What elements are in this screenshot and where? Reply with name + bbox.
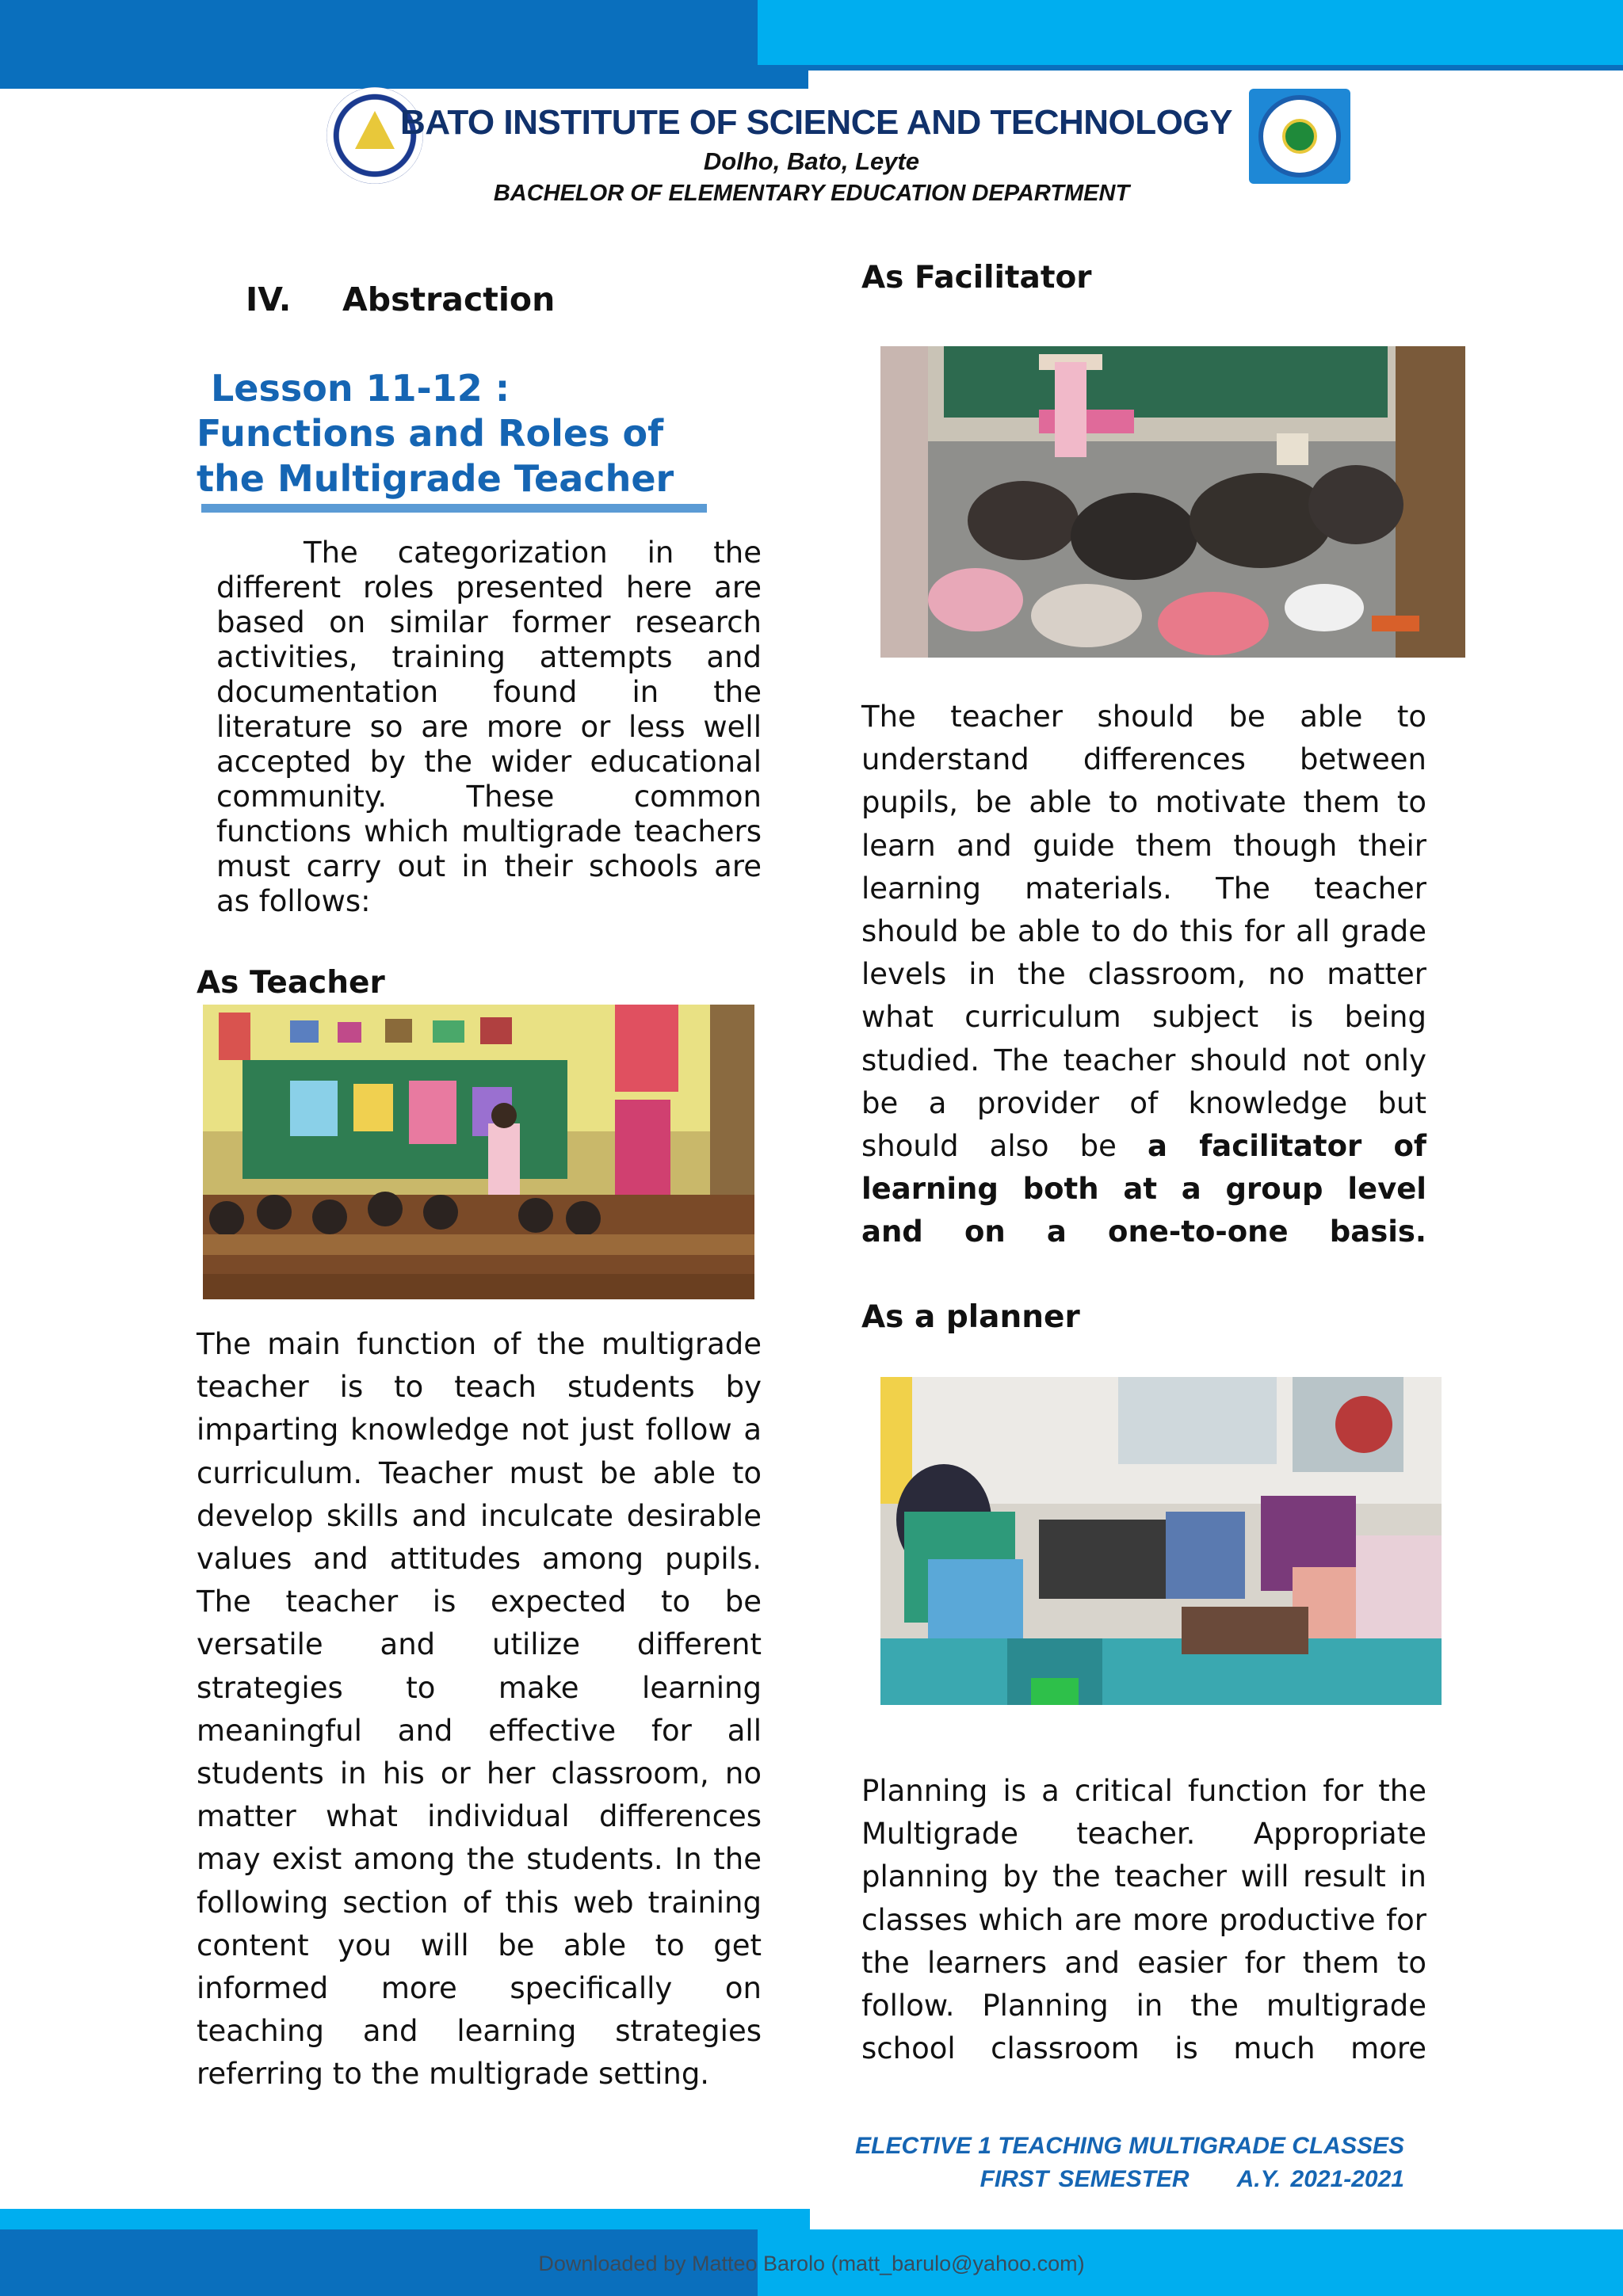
intro-paragraph [216, 536, 762, 919]
school-department: BACHELOR OF ELEMENTARY EDUCATION DEPARTMENT [493, 181, 1130, 206]
section-number: IV. [246, 280, 292, 318]
lesson-title [197, 366, 751, 502]
heading-as-teacher: As Teacher [197, 965, 385, 1001]
classroom-photo-teacher [203, 1005, 754, 1299]
facilitator-body-text: The teacher should be able to understand differences between pupils, be able to motivate them to learn and guide them though their learning materials. The teacher should be able to do this for all grade levels in the classroom, no matter what curriculum subject is being studied. The teacher should not only be a provider of knowledge but should also be [861, 700, 1426, 1164]
school-name: BATO INSTITUTE OF SCIENCE AND TECHNOLOGY [400, 103, 1232, 142]
header-band-line [758, 65, 1623, 71]
intro-text: The categorization in the different roles presented here are based on similar former research activities, training attempts and documentation found in the literature so are more or less well accepted by the wider educational community. These common functions which multigrade teachers must carry out in their schools are as follows: [216, 536, 762, 918]
school-address: Dolho, Bato, Leyte [703, 147, 920, 175]
lesson-title-line: Lesson 11-12 : [211, 367, 510, 410]
section-title: Abstraction [342, 280, 556, 318]
footer-semester-line [792, 2166, 1404, 2193]
classroom-photo-planner [880, 1377, 1442, 1705]
planner-body-paragraph [861, 1770, 1426, 2070]
lesson-title-line: the Multigrade Teacher [197, 457, 674, 500]
heading-as-facilitator: As Facilitator [861, 260, 1092, 296]
footer-course: ELECTIVE 1 TEACHING MULTIGRADE CLASSES [855, 2133, 1404, 2159]
teachers-education-seal-icon [1249, 89, 1350, 184]
footer-semester: FIRST SEMESTER [980, 2166, 1190, 2192]
planner-body-text: Planning is a critical function for the Multigrade teacher. Appropriate planning by the teacher will result in classes which are more productive for the learners and easier for them to follow. Planning in the multigrade school classroom is much more [861, 1774, 1426, 2066]
header-band-dark [0, 0, 808, 89]
classroom-photo-facilitator [880, 346, 1465, 658]
teacher-body-paragraph [197, 1323, 762, 2096]
page-header [0, 87, 1623, 222]
lesson-title-underline [201, 504, 707, 513]
footer-band-light [0, 2209, 810, 2229]
download-notice: Downloaded by Matteo Barolo (matt_barulo@yahoo.com) [538, 2252, 1085, 2275]
facilitator-body-bold-text: a facilitator of learning both at a group level and on a one-to-one basis. [861, 1129, 1426, 1249]
teacher-body-text: The main function of the multigrade teacher is to teach students by imparting knowledge not just follow a curriculum. Teacher must be able to develop skills and inculcate desirable values and attitudes among pupils. The teacher is expected to be versatile and utilize different strategies to make learning meaningful and effective for all students in his or her classroom, no matter what individual differences may exist among the students. In the following section of this web training content you will be able to get informed more specifically on teaching and learning strategies referring to the multigrade setting. [197, 1327, 762, 2092]
facilitator-body-paragraph [861, 696, 1426, 1254]
lesson-title-line: Functions and Roles of [197, 412, 664, 455]
heading-as-planner: As a planner [861, 1299, 1080, 1335]
footer-academic-year: A.Y. 2021-2021 [1236, 2166, 1404, 2192]
header-band-light [758, 0, 1623, 65]
